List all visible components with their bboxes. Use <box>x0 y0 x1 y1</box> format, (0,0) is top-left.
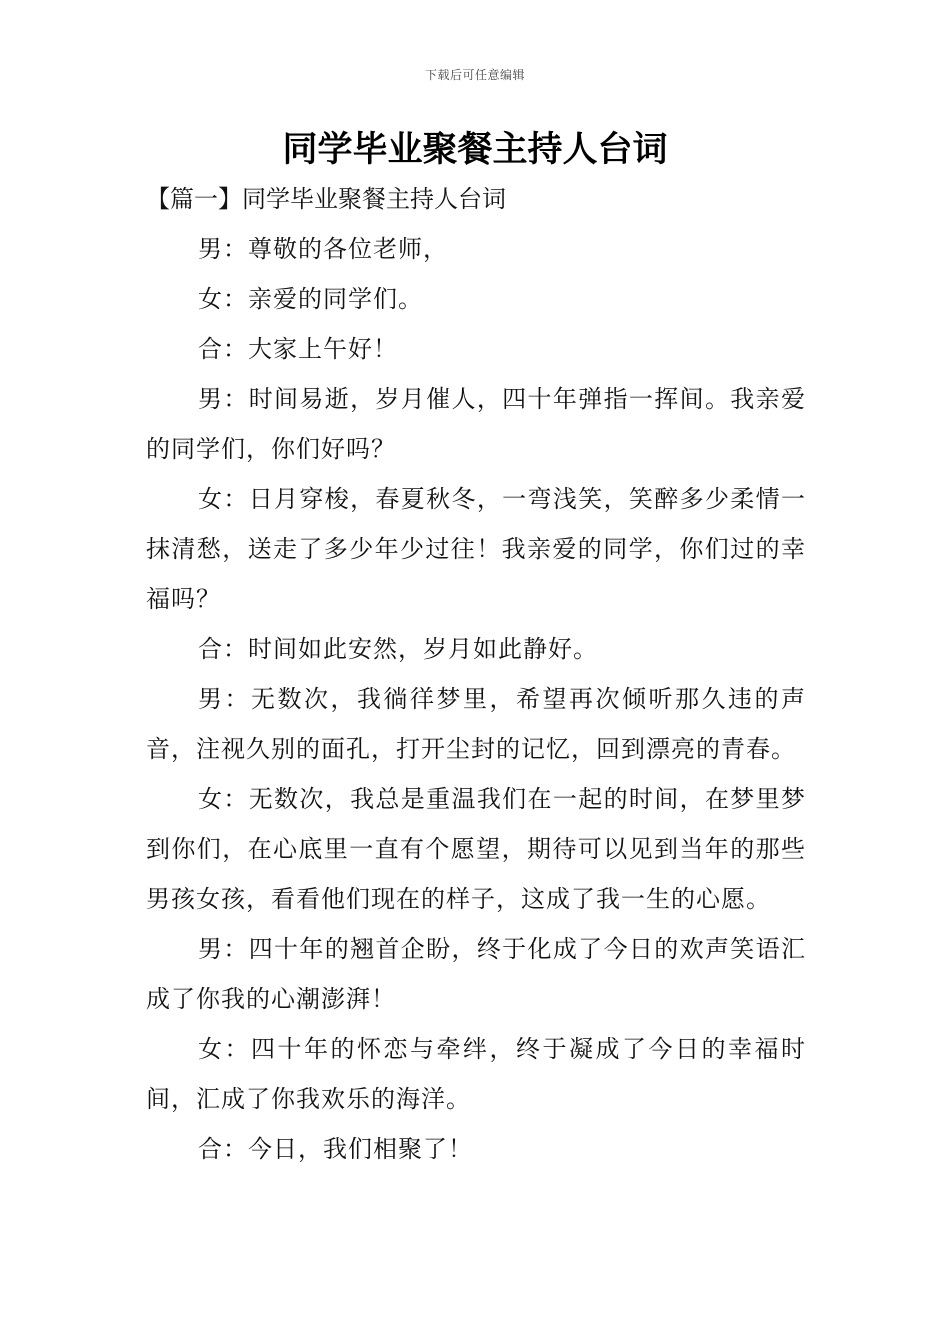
header-note: 下载后可任意编辑 <box>424 68 525 82</box>
paragraph-7: 男：无数次，我徜徉梦里，希望再次倾听那久违的声音，注视久别的面孔，打开尘封的记忆，回到漂亮的青春。 <box>146 685 806 763</box>
paragraph-10: 女：四十年的怀恋与牵绊，终于凝成了今日的幸福时间，汇成了你我欢乐的海洋。 <box>146 1035 806 1113</box>
paragraph-11: 合：今日，我们相聚了！ <box>198 1135 473 1163</box>
paragraph-3: 合：大家上午好！ <box>198 335 398 363</box>
paragraph-1: 男：尊敬的各位老师， <box>198 235 448 263</box>
section-heading: 【篇一】同学毕业聚餐主持人台词 <box>146 185 506 213</box>
paragraph-2: 女：亲爱的同学们。 <box>198 285 423 313</box>
paragraph-4: 男：时间易逝，岁月催人，四十年弹指一挥间。我亲爱的同学们，你们好吗？ <box>146 385 806 463</box>
paragraph-8: 女：无数次，我总是重温我们在一起的时间，在梦里梦到你们，在心底里一直有个愿望，期待可以见到当年的那些男孩女孩，看看他们现在的样子，这成了我一生的心愿。 <box>146 785 806 913</box>
paragraph-5: 女：日月穿梭，春夏秋冬，一弯浅笑，笑醉多少柔情一抹清愁，送走了多少年少过往！我亲爱的同学，你们过的幸福吗？ <box>146 485 806 613</box>
document-title: 同学毕业聚餐主持人台词 <box>282 130 668 170</box>
document-body <box>146 174 806 1174</box>
paragraph-9: 男：四十年的翘首企盼，终于化成了今日的欢声笑语汇成了你我的心潮澎湃！ <box>146 935 806 1013</box>
paragraph-6: 合：时间如此安然，岁月如此静好。 <box>198 635 598 663</box>
